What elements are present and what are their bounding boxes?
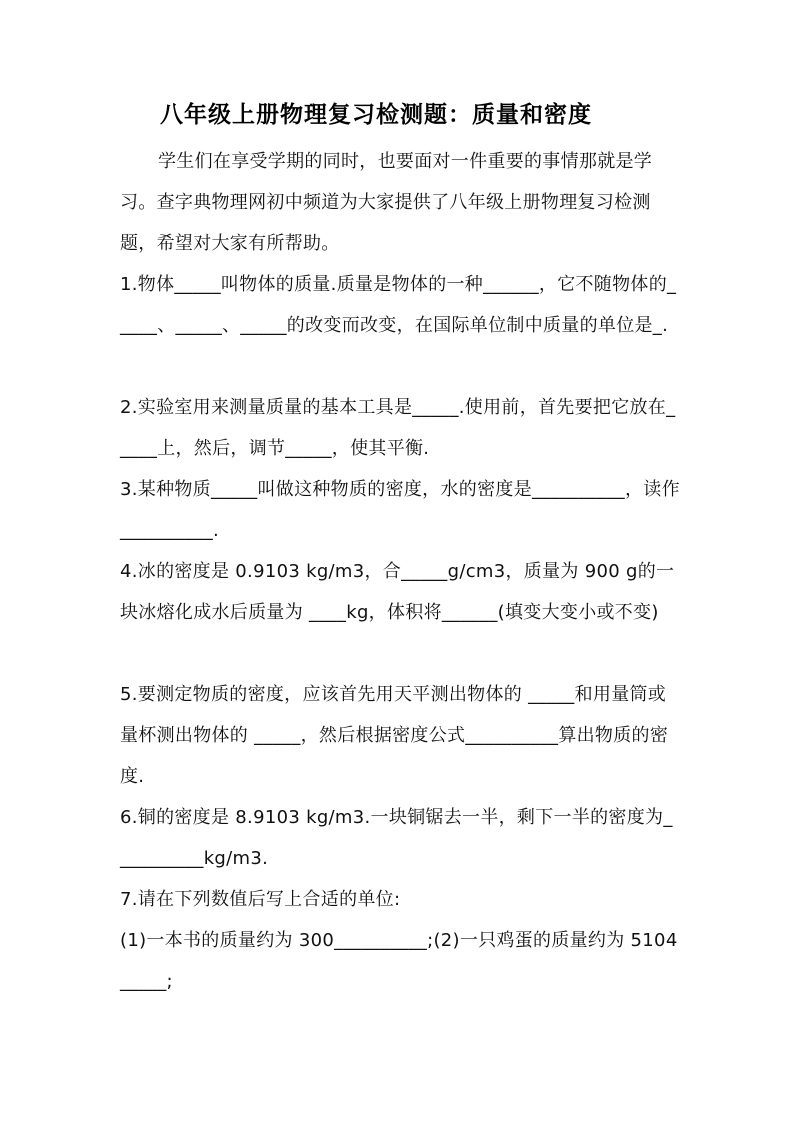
document-title: 八年级上册物理复习检测题：质量和密度 [160,101,592,128]
question-6: 6.铜的密度是 8.9103 kg/m3.一块铜锯去一半，剩下一半的密度为__________kg/m3. [120,807,673,869]
question-5: 5.要测定物质的密度，应该首先用天平测出物体的 _____和用量筒或量杯测出物体的 _____，然后根据密度公式__________算出物质的密度. [120,684,669,787]
question-3: 3.某种物质_____叫做这种物质的密度，水的密度是__________，读作__________. [120,479,680,541]
question-1: 1.物体_____叫物体的质量.质量是物体的一种______，它不随物体的_____、_____、_____的改变而改变，在国际单位制中质量的单位是_. [120,274,677,336]
intro-paragraph: 学生们在享受学期的同时，也要面对一件重要的事情那就是学习。查字典物理网初中频道为大家提供了八年级上册物理复习检测题，希望对大家有所帮助。 [120,151,653,254]
question-4: 4.冰的密度是 0.9103 kg/m3，合_____g/cm3，质量为 900 g的一块冰熔化成水后质量为 ____kg，体积将______(填变大变小或不变) [120,561,675,623]
question-7: 7.请在下列数值后写上合适的单位: [120,889,401,910]
question-7-items: (1)一本书的质量约为 300__________;(2)一只鸡蛋的质量约为 5104_____; [120,930,678,992]
question-2: 2.实验室用来测量质量的基本工具是_____.使用前，首先要把它放在_____上，然后，调节_____，使其平衡. [120,397,676,459]
